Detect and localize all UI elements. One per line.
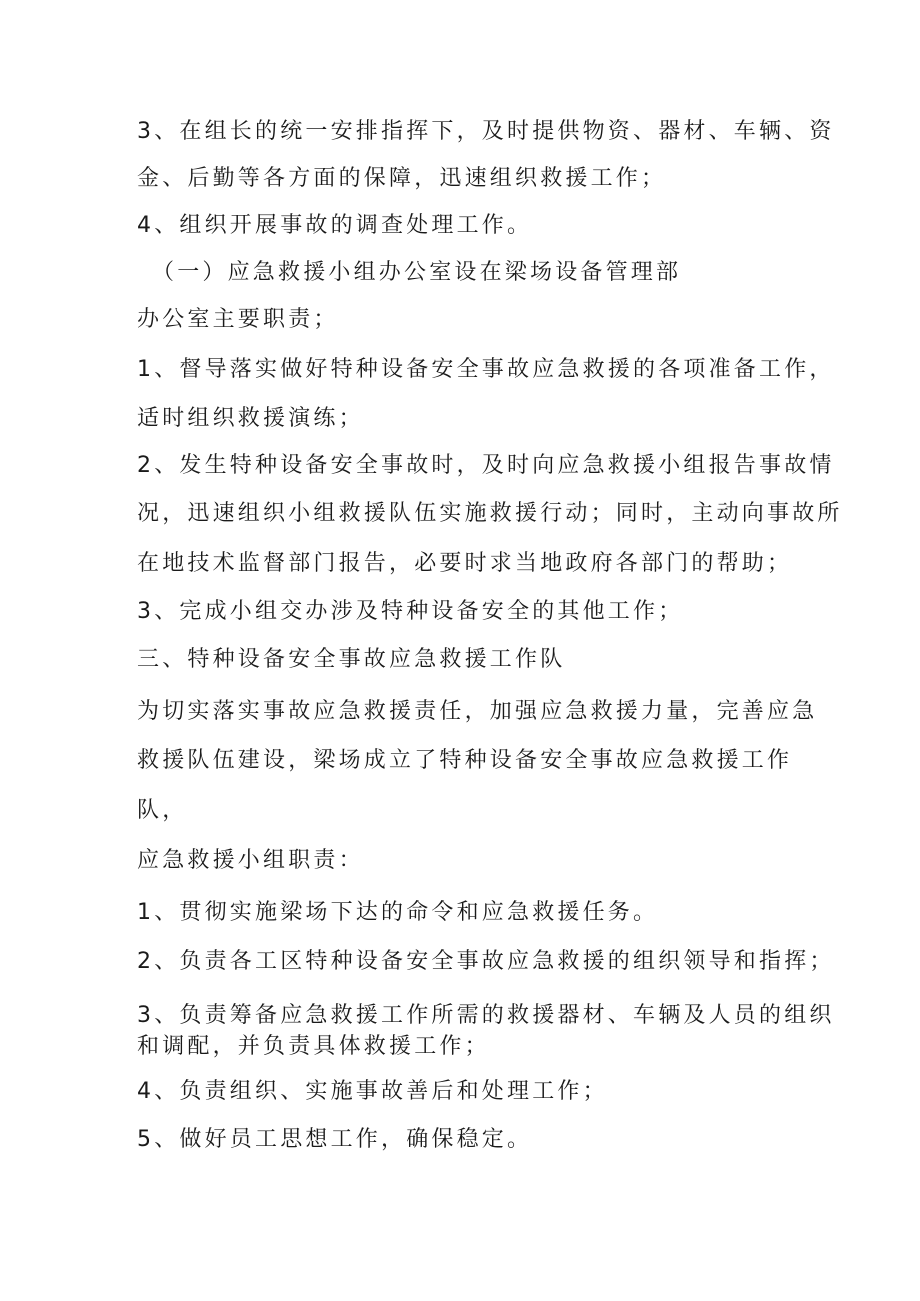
- text-line: 况，迅速组织小组救援队伍实施救援行动；同时，主动向事故所: [137, 501, 843, 526]
- text-line: 应急救援小组职责：: [137, 848, 364, 873]
- text-line: 2、发生特种设备安全事故时，及时向应急救援小组报告事故情: [137, 453, 835, 478]
- text-line: 在地技术监督部门报告，必要时求当地政府各部门的帮助；: [137, 551, 793, 576]
- text-line: 队，: [137, 798, 188, 823]
- text-line: 5、做好员工思想工作，确保稳定。: [137, 1127, 533, 1152]
- text-line: 和调配，并负责具体救援工作；: [137, 1034, 490, 1059]
- section-heading: 三、特种设备安全事故应急救援工作队: [137, 647, 566, 672]
- text-line: 2、负责各工区特种设备安全事故应急救援的组织领导和指挥；: [137, 949, 835, 974]
- text-line: 3、完成小组交办涉及特种设备安全的其他工作；: [137, 599, 684, 624]
- text-line: 适时组织救援演练；: [137, 406, 364, 431]
- text-line: 为切实落实事故应急救援责任，加强应急救援力量，完善应急: [137, 699, 818, 724]
- text-line: 救援队伍建设，梁场成立了特种设备安全事故应急救援工作: [137, 748, 793, 773]
- section-heading: （一）应急救援小组办公室设在梁场设备管理部: [152, 260, 682, 285]
- text-line: 3、负责筹备应急救援工作所需的救援器材、车辆及人员的组织: [137, 1003, 835, 1028]
- text-line: 办公室主要职责；: [137, 307, 339, 332]
- text-line: 3、在组长的统一安排指挥下，及时提供物资、器材、车辆、资: [137, 119, 835, 144]
- text-line: 1、督导落实做好特种设备安全事故应急救援的各项准备工作，: [137, 357, 835, 382]
- text-line: 4、组织开展事故的调查处理工作。: [137, 213, 533, 238]
- text-line: 4、负责组织、实施事故善后和处理工作；: [137, 1079, 608, 1104]
- text-line: 1、贯彻实施梁场下达的命令和应急救援任务。: [137, 900, 659, 925]
- text-line: 金、后勤等各方面的保障，迅速组织救援工作；: [137, 166, 667, 191]
